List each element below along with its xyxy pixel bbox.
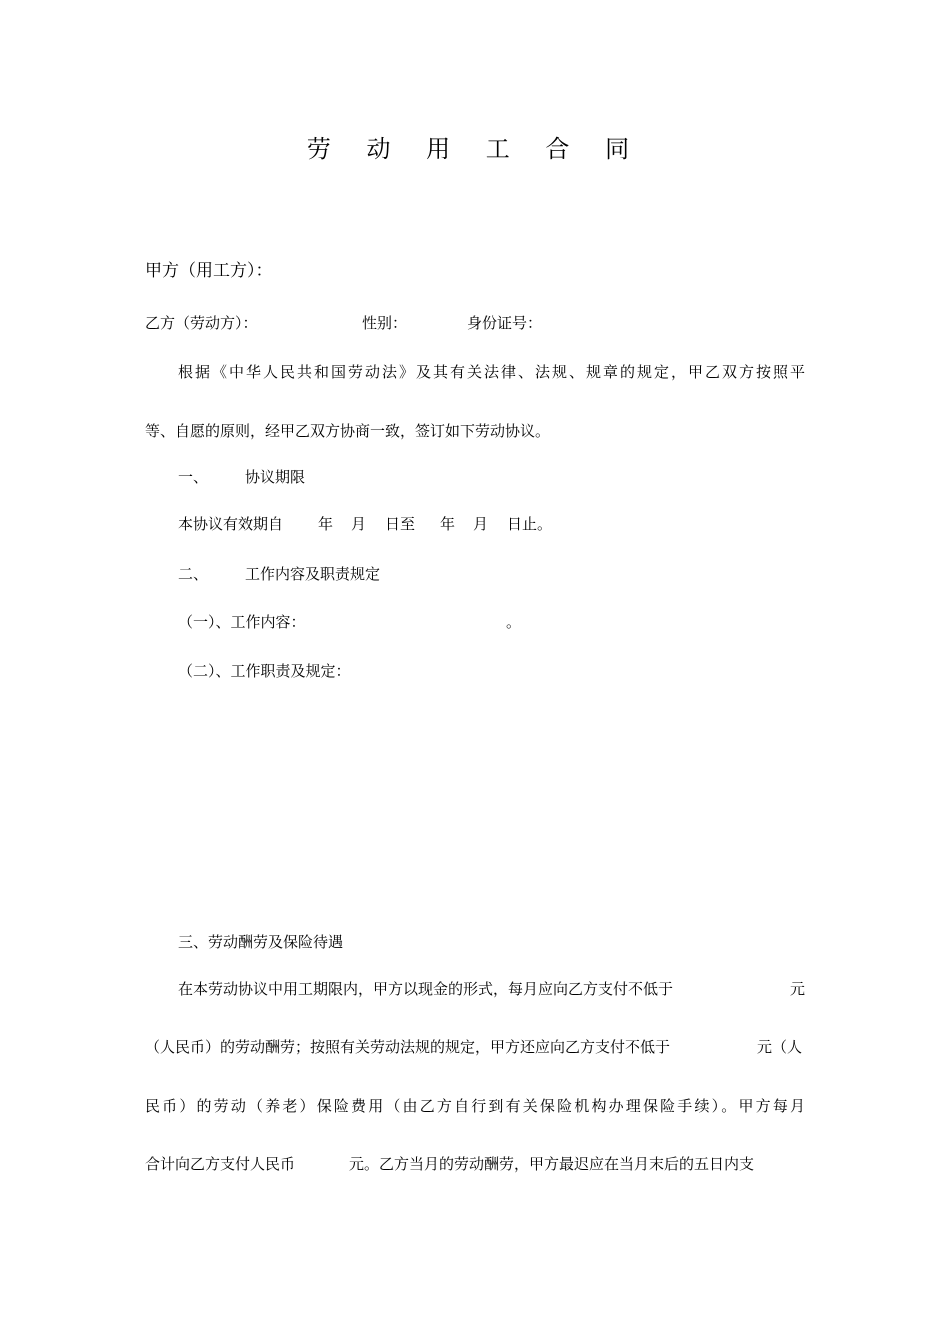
- pay-line-1-unit: 元: [790, 980, 806, 998]
- preamble-line-1: 根据《中华人民共和国劳动法》及其有关法律、法规、规章的规定，甲乙双方按照平: [178, 363, 805, 381]
- gender-label: 性别：: [362, 314, 408, 332]
- section-1-heading: 协议期限: [245, 468, 306, 486]
- section-3-heading: 三、劳动酬劳及保险待遇: [178, 933, 344, 951]
- preamble-line-2: 等、自愿的原则，经甲乙双方协商一致，签订如下劳动协议。: [145, 422, 551, 440]
- pay-line-2: （人民币）的劳动酬劳；按照有关劳动法规的规定，甲方还应向乙方支付不低于: [145, 1038, 671, 1056]
- pay-line-4: 合计向乙方支付人民币: [145, 1155, 296, 1173]
- term-month-2: 月: [473, 515, 489, 533]
- term-day-to: 日至: [385, 515, 416, 533]
- term-prefix: 本协议有效期自: [178, 515, 284, 533]
- term-day-end: 日止。: [507, 515, 553, 533]
- term-year-1: 年: [318, 515, 334, 533]
- section-2-heading: 工作内容及职责规定: [245, 565, 381, 583]
- pay-line-1: 在本劳动协议中用工期限内，甲方以现金的形式，每月应向乙方支付不低于: [178, 980, 674, 998]
- id-number-label: 身份证号：: [467, 314, 543, 332]
- term-month-1: 月: [351, 515, 367, 533]
- party-b-label: 乙方（劳动方）：: [145, 314, 258, 332]
- party-a-label: 甲方（用工方）：: [145, 261, 273, 281]
- term-year-2: 年: [440, 515, 456, 533]
- pay-line-3: 民币）的劳动（养老）保险费用（由乙方自行到有关保险机构办理保险手续）。甲方每月: [145, 1097, 805, 1115]
- section-1-number: 一、: [178, 468, 209, 486]
- pay-line-4-cont: 元。乙方当月的劳动酬劳，甲方最迟应在当月末后的五日内支: [349, 1155, 755, 1173]
- pay-line-2-unit: 元（人: [757, 1038, 803, 1056]
- section-2-number: 二、: [178, 565, 209, 583]
- document-title: 劳 动 用 工 合 同: [306, 135, 644, 163]
- work-content-end: 。: [506, 613, 522, 631]
- work-content-label: （一）、工作内容：: [178, 613, 306, 631]
- work-duties-label: （二）、工作职责及规定：: [178, 662, 351, 680]
